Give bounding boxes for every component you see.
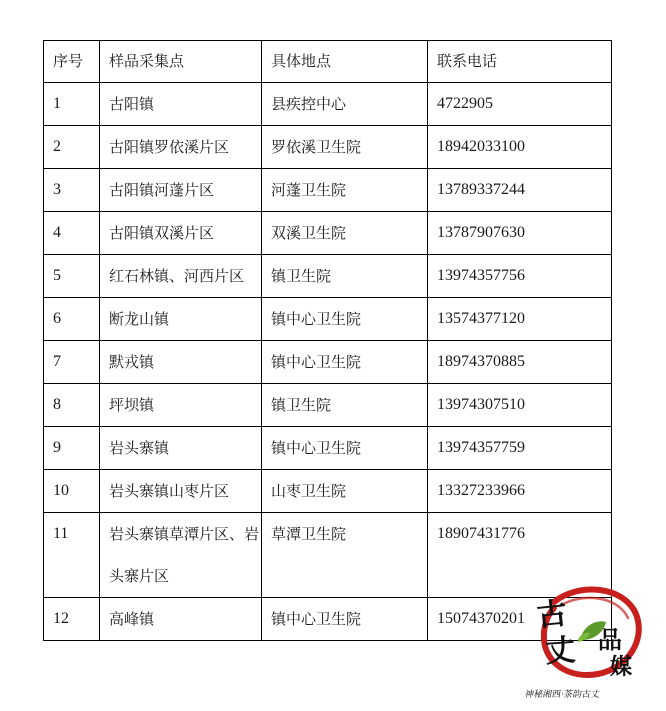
- row-no: 10: [44, 470, 100, 513]
- header-place: 具体地点: [262, 41, 428, 83]
- row-phone: 4722905: [428, 83, 612, 126]
- row-site: 岩头寨镇山枣片区: [100, 470, 262, 513]
- table-row: [44, 212, 612, 255]
- row-no: 7: [44, 341, 100, 384]
- row-place: 县疾控中心: [262, 83, 428, 126]
- row-site: 古阳镇: [100, 83, 262, 126]
- row-place: 双溪卫生院: [262, 212, 428, 255]
- row-place: 河蓬卫生院: [262, 169, 428, 212]
- row-site: 古阳镇河蓬片区: [100, 169, 262, 212]
- row-site: 岩头寨镇: [100, 427, 262, 470]
- row-no: 6: [44, 298, 100, 341]
- row-place: 山枣卫生院: [262, 470, 428, 513]
- row-place: 镇卫生院: [262, 255, 428, 298]
- table-row: [44, 169, 612, 212]
- row-place: 镇卫生院: [262, 384, 428, 427]
- row-no: 8: [44, 384, 100, 427]
- table-row: [44, 298, 612, 341]
- row-no: 2: [44, 126, 100, 169]
- row-phone: 13974357759: [428, 427, 612, 470]
- table-row: [44, 384, 612, 427]
- row-phone: 13974307510: [428, 384, 612, 427]
- row-place: 镇中心卫生院: [262, 298, 428, 341]
- header-site: 样品采集点: [100, 41, 262, 83]
- row-site: 红石林镇、河西片区: [100, 255, 262, 298]
- table-row: [44, 83, 612, 126]
- row-site: 坪坝镇: [100, 384, 262, 427]
- row-phone: 18974370885: [428, 341, 612, 384]
- row-site: 岩头寨镇草潭片区、岩头寨片区: [100, 513, 262, 598]
- sample-collection-table: [43, 40, 612, 641]
- logo-glyph-zhang: 丈: [544, 632, 577, 670]
- row-phone: 13974357756: [428, 255, 612, 298]
- row-phone: 13327233966: [428, 470, 612, 513]
- logo-glyph-gu: 古: [535, 596, 569, 634]
- row-phone: 18942033100: [428, 126, 612, 169]
- row-place: 镇中心卫生院: [262, 598, 428, 641]
- table-header-row: [44, 41, 612, 83]
- row-phone: 18907431776: [428, 513, 612, 598]
- row-no: 9: [44, 427, 100, 470]
- row-place: 镇中心卫生院: [262, 427, 428, 470]
- guzhang-media-logo: [524, 582, 656, 700]
- logo-slogan: 神秘湘西·茶韵古丈: [524, 690, 601, 700]
- row-phone: 13787907630: [428, 212, 612, 255]
- logo-glyph-mei: 媒: [610, 654, 633, 680]
- row-phone: 13574377120: [428, 298, 612, 341]
- header-phone: 联系电话: [428, 41, 612, 83]
- table-row: [44, 470, 612, 513]
- row-no: 5: [44, 255, 100, 298]
- row-no: 12: [44, 598, 100, 641]
- row-site: 默戎镇: [100, 341, 262, 384]
- row-no: 3: [44, 169, 100, 212]
- table-row: [44, 427, 612, 470]
- row-phone: 13789337244: [428, 169, 612, 212]
- row-no: 1: [44, 83, 100, 126]
- table-row: [44, 126, 612, 169]
- row-phone: 15074370201: [428, 598, 612, 641]
- row-site: 断龙山镇: [100, 298, 262, 341]
- row-no: 4: [44, 212, 100, 255]
- header-no: 序号: [44, 41, 100, 83]
- row-site: 高峰镇: [100, 598, 262, 641]
- table-row: [44, 341, 612, 384]
- logo-brush-ring-inner: [560, 598, 628, 618]
- table-row: [44, 255, 612, 298]
- row-place: 罗依溪卫生院: [262, 126, 428, 169]
- row-place: 草潭卫生院: [262, 513, 428, 598]
- row-no: 11: [44, 513, 100, 598]
- row-site: 古阳镇双溪片区: [100, 212, 262, 255]
- row-site: 古阳镇罗依溪片区: [100, 126, 262, 169]
- row-place: 镇中心卫生院: [262, 341, 428, 384]
- logo-glyph-pin: 品: [598, 625, 622, 654]
